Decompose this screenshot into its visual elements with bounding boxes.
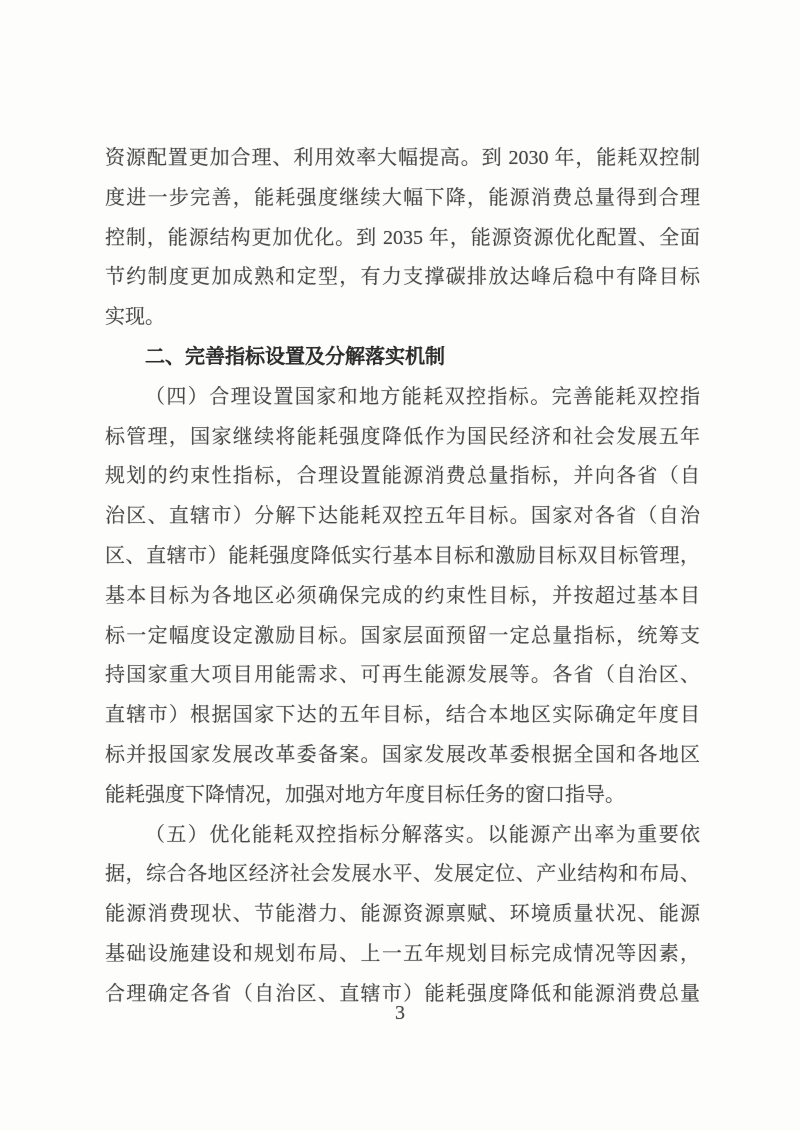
paragraph-line: 节约制度更加成熟和定型，有力支撑碳排放达峰后稳中有降目标: [105, 266, 700, 289]
paragraph-line: 资源配置更加合理、利用效率大幅提高。到 2030 年，能耗双控制: [105, 147, 700, 169]
document-text-block: [105, 139, 700, 1015]
paragraph-line: 基本目标为各地区必须确保完成的约束性目标，并按超过基本目: [105, 584, 700, 607]
paragraph-line: 治区、直辖市）分解下达能耗双控五年目标。国家对各省（自治: [105, 505, 700, 528]
paragraph-line: 基础设施建设和规划布局、上一五年规划目标完成情况等因素，: [105, 942, 700, 965]
paragraph-line: 实现。: [105, 306, 165, 329]
paragraph-line: 控制，能源结构更加优化。到 2035 年，能源资源优化配置、全面: [105, 226, 700, 249]
paragraph-line: 标并报国家发展改革委备案。国家发展改革委根据全国和各地区: [105, 743, 700, 766]
paragraph-line: 标管理，国家继续将能耗强度降低作为国民经济和社会发展五年: [105, 425, 700, 448]
paragraph-line: （四）合理设置国家和地方能耗双控指标。完善能耗双控指: [145, 385, 700, 408]
page-number: 3: [395, 1002, 405, 1024]
paragraph-line: 合理确定各省（自治区、直辖市）能耗强度降低和能源消费总量: [105, 982, 700, 1005]
paragraph-line: 能耗强度下降情况，加强对地方年度目标任务的窗口指导。: [105, 783, 625, 806]
section-heading: 二、完善指标设置及分解落实机制: [145, 345, 445, 368]
paragraph-line: 据，综合各地区经济社会发展水平、发展定位、产业结构和布局、: [105, 863, 700, 886]
paragraph-line: （五）优化能耗双控指标分解落实。以能源产出率为重要依: [145, 823, 700, 846]
paragraph-line: 能源消费现状、节能潜力、能源资源禀赋、环境质量状况、能源: [105, 903, 700, 926]
paragraph-line: 直辖市）根据国家下达的五年目标，结合本地区实际确定年度目: [105, 704, 700, 727]
paragraph-line: 度进一步完善，能耗强度继续大幅下降，能源消费总量得到合理: [105, 186, 700, 209]
paragraph-line: 标一定幅度设定激励目标。国家层面预留一定总量指标，统筹支: [105, 624, 700, 647]
paragraph-line: 持国家重大项目用能需求、可再生能源发展等。各省（自治区、: [105, 664, 700, 687]
paragraph-line: 区、直辖市）能耗强度降低实行基本目标和激励目标双目标管理，: [105, 544, 700, 567]
paragraph-line: 规划的约束性指标，合理设置能源消费总量指标，并向各省（自: [105, 465, 700, 488]
